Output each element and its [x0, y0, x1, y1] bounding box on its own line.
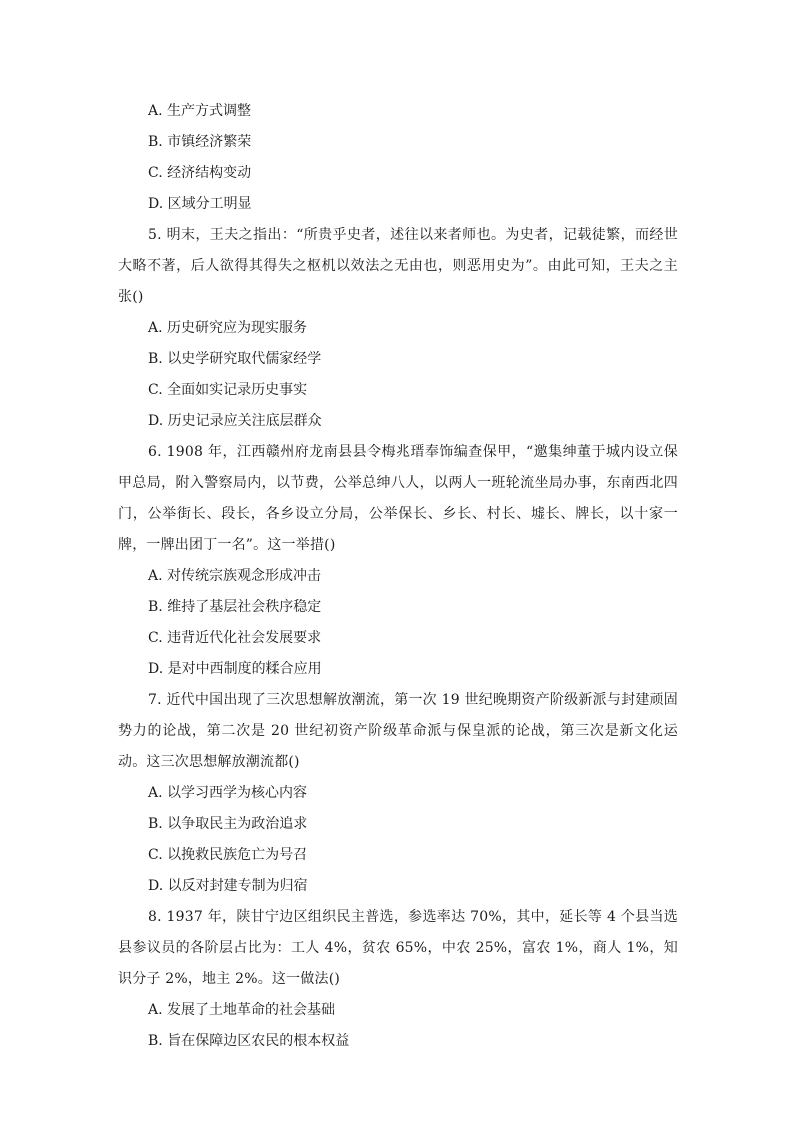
option-d: D. 以反对封建专制为归宿: [148, 878, 308, 894]
question-6: [118, 437, 678, 685]
question-5-stem: 5. 明末，王夫之指出：“所贵乎史者，述往以来者师也。为史者，记载徒繁，而经世大略不著，后人欲得其得失之枢机以效法之无由也，则恶用史为”。由此可知，王夫之主张(): [118, 227, 678, 305]
option-a: A. 历史研究应为现实服务: [148, 320, 308, 336]
question-6-stem: 6. 1908 年，江西赣州府龙南县县令梅兆瑨奉饰编查保甲，“邀集绅董于城内设立保甲总局，附入警察局内，以节费，公举总绅八人，以两人一班轮流坐局办事，东南西北四门，公举街长、段长，各乡设立分局，公举保长、乡长、村长、墟长、牌长，以十家一牌，一牌出团丁一名”。这一举措(): [118, 444, 678, 553]
question-5: [118, 220, 678, 437]
option-c: C. 违背近代化社会发展要求: [148, 630, 322, 646]
question-4-options: [118, 96, 678, 220]
option-b: B. 以争取民主为政治追求: [148, 816, 308, 832]
option-b: B. 以史学研究取代儒家经学: [148, 351, 322, 367]
document-content: [118, 96, 678, 1057]
option-b: B. 维持了基层社会秩序稳定: [148, 599, 322, 615]
option-d: D. 历史记录应关注底层群众: [148, 413, 322, 429]
question-7: [118, 685, 678, 902]
option-c: C. 全面如实记录历史事实: [148, 382, 308, 398]
option-d: D. 是对中西制度的糅合应用: [148, 661, 322, 677]
option-a: A. 对传统宗族观念形成冲击: [148, 568, 322, 584]
option-a: A. 生产方式调整: [148, 103, 252, 119]
option-a: A. 以学习西学为核心内容: [148, 785, 308, 801]
option-c: C. 经济结构变动: [148, 165, 252, 181]
option-a: A. 发展了土地革命的社会基础: [148, 1002, 336, 1018]
question-7-stem: 7. 近代中国出现了三次思想解放潮流，第一次 19 世纪晚期资产阶级新派与封建顽固势力的论战，第二次是 20 世纪初资产阶级革命派与保皇派的论战，第三次是新文化运动。这三次思想解放潮流都(): [118, 692, 678, 770]
question-8: [118, 902, 678, 1057]
question-8-stem: 8. 1937 年，陕甘宁边区组织民主普选，参选率达 70%，其中，延长等 4 个县当选县参议员的各阶层占比为：工人 4%，贫农 65%，中农 25%，富农 1%，商人 1%，知识分子 2%，地主 2%。这一做法(): [118, 909, 678, 987]
option-b: B. 旨在保障边区农民的根本权益: [148, 1033, 350, 1049]
option-c: C. 以挽救民族危亡为号召: [148, 847, 308, 863]
option-d: D. 区域分工明显: [148, 196, 252, 212]
option-b: B. 市镇经济繁荣: [148, 134, 252, 150]
